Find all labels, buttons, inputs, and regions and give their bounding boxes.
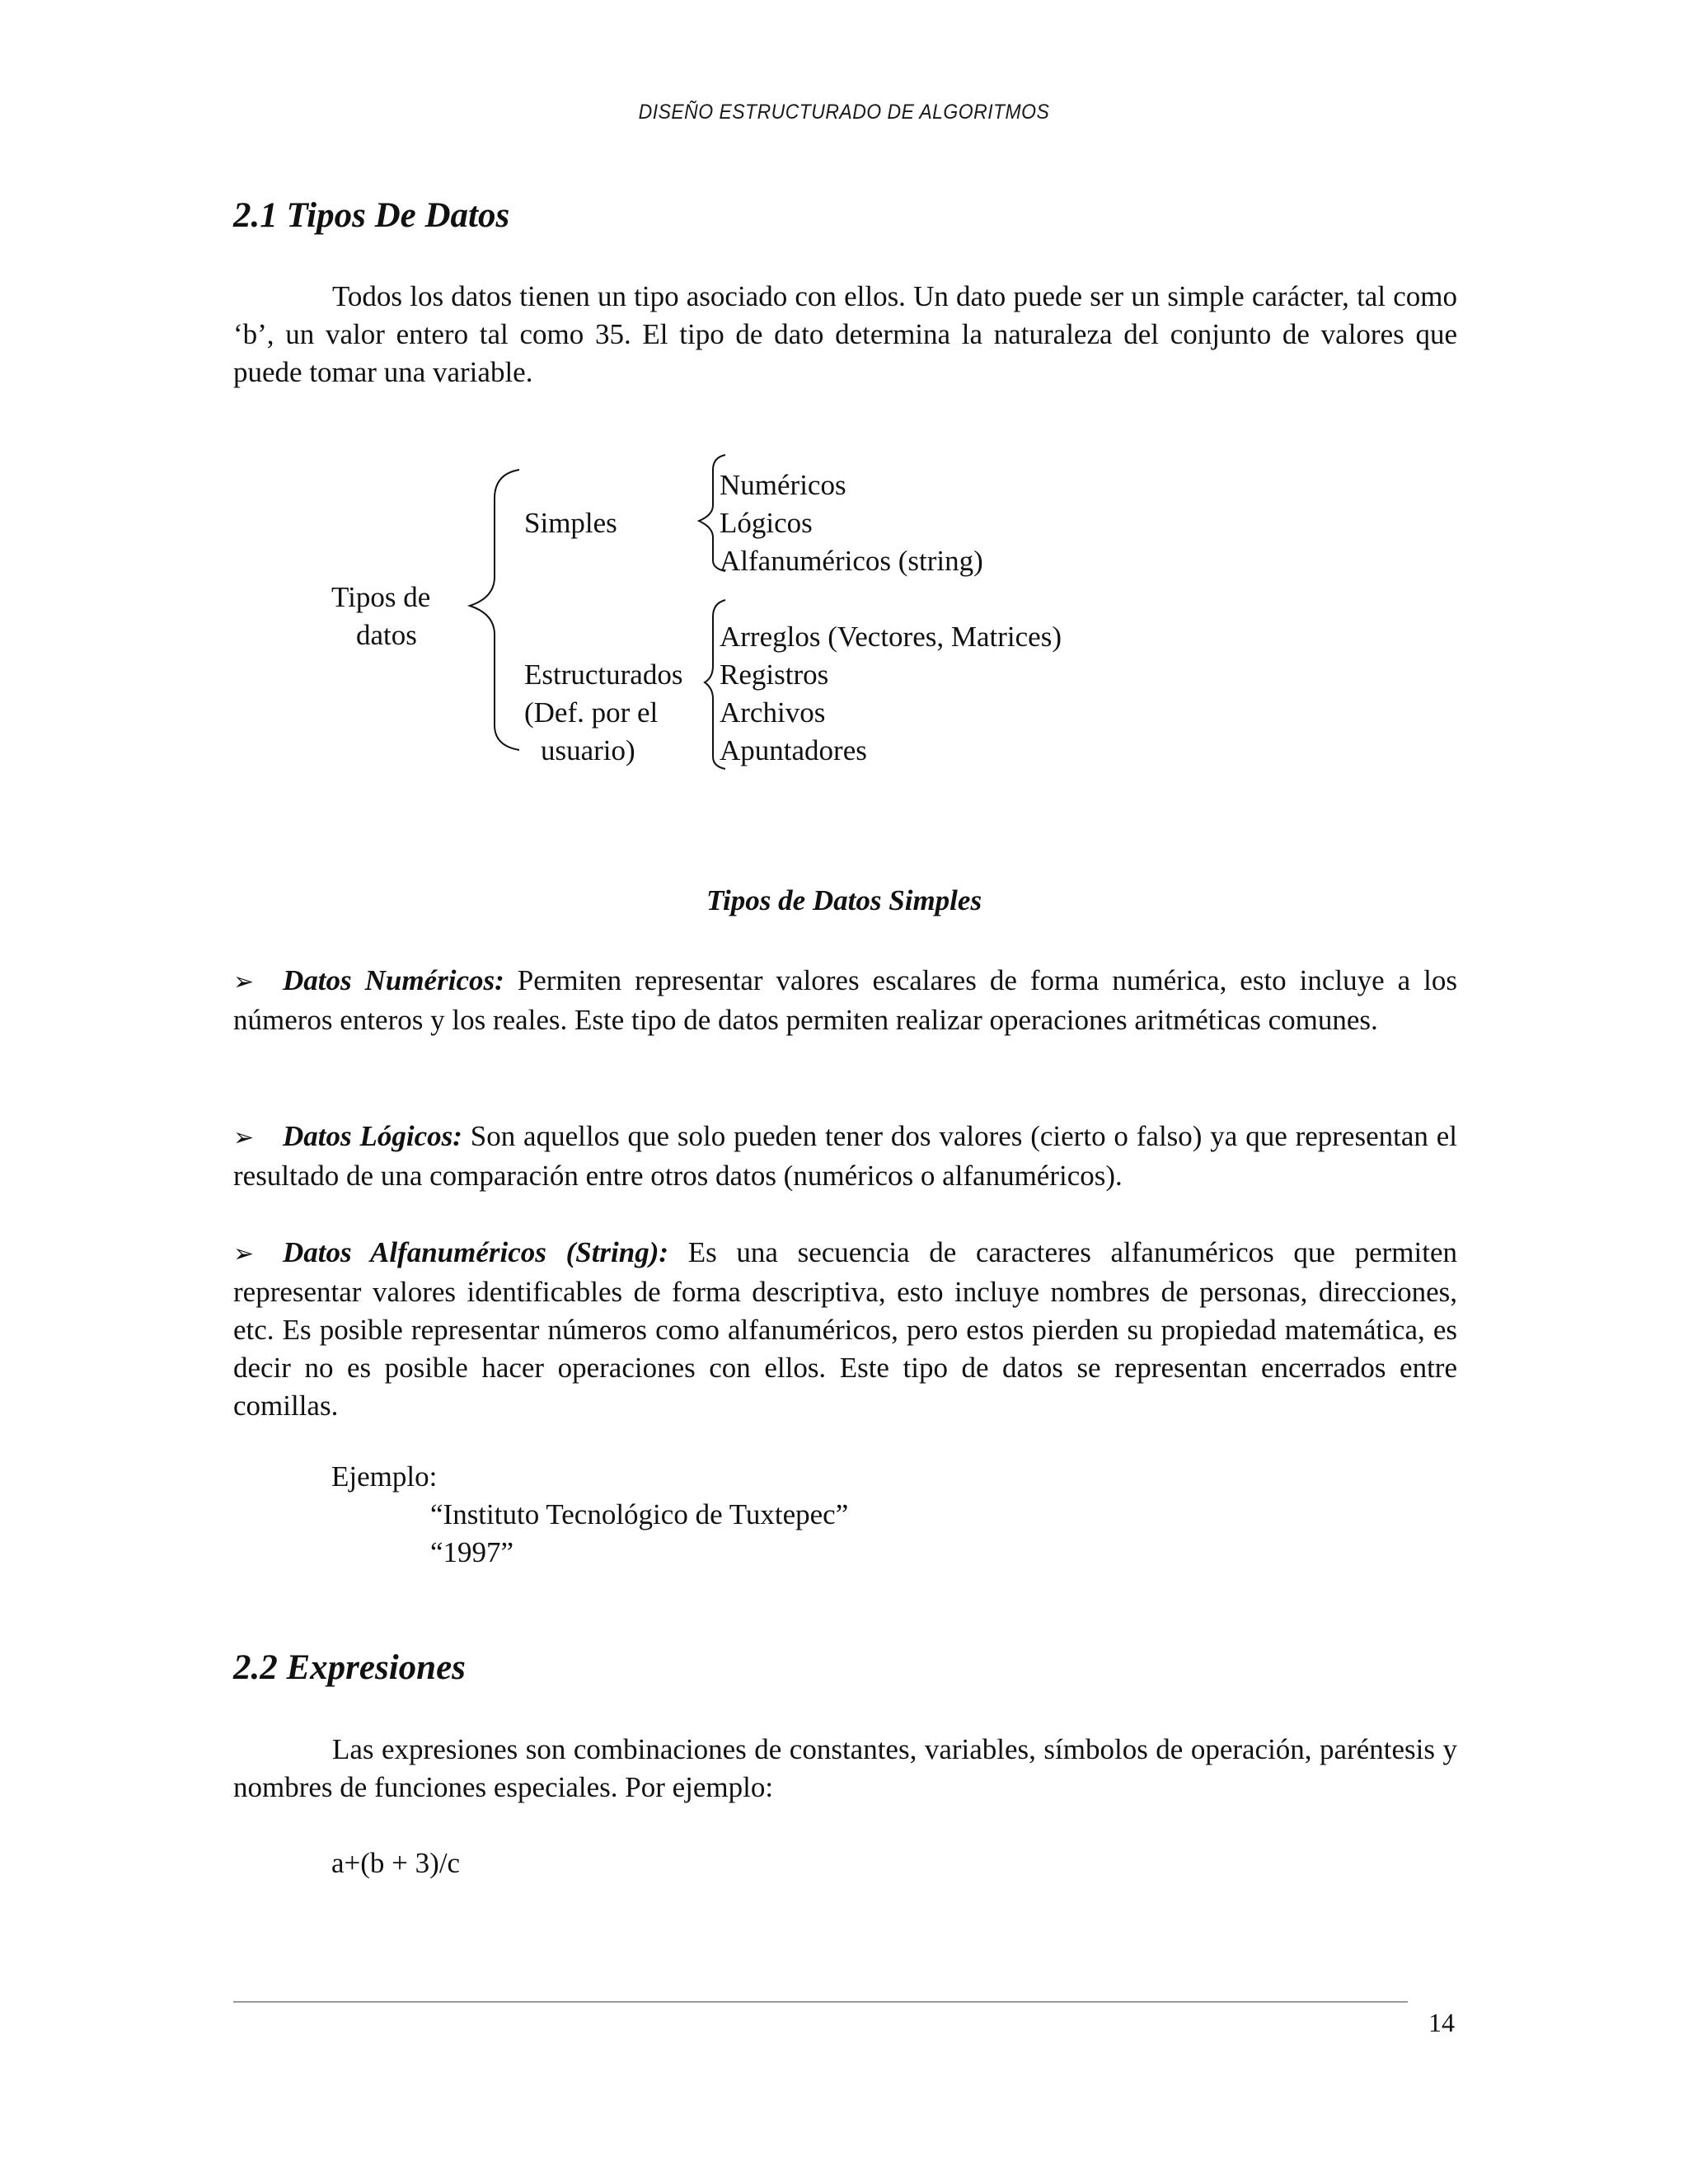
- section-heading-expresiones: 2.2 Expresiones: [233, 1648, 466, 1687]
- bullet-numericos: [233, 962, 1457, 1039]
- running-header: DISEÑO ESTRUCTURADO DE ALGORITMOS: [638, 101, 1050, 124]
- example-value: “Instituto Tecnológico de Tuxtepec”: [430, 1498, 849, 1530]
- bullet-text: Es una secuencia de caracteres alfanuméricos que permiten representar valores identificables de forma descriptiva, esto incluye nombres de personas, direcciones, etc. Es posible representar números como alfanuméricos, pero estos pierden su propiedad matemática, es decir no es posible hacer operaciones con ellos. Este tipo de datos se representan encerrados entre comillas.: [233, 1236, 1458, 1422]
- bullet-term: Datos Numéricos:: [283, 964, 504, 996]
- diagram-simple-item: Numéricos: [720, 469, 846, 501]
- diagram-simple-item: Alfanuméricos (string): [720, 545, 983, 577]
- diagram-structured-item: Registros: [720, 658, 829, 691]
- diagram-structured-item: Apuntadores: [720, 734, 867, 766]
- arrow-bullet-icon: ➢: [233, 1240, 255, 1268]
- expresiones-paragraph: Las expresiones son combinaciones de constantes, variables, símbolos de operación, paréntesis y nombres de funciones especiales. Por ejemplo:: [233, 1733, 1457, 1803]
- diagram-braces: [0, 0, 1688, 824]
- page-number: 14: [1428, 2008, 1455, 2037]
- bullet-text: Permiten representar valores escalares de forma numérica, esto incluye a los números enteros y los reales. Este tipo de datos permiten realizar operaciones aritméticas comunes.: [233, 964, 1458, 1036]
- footer-divider: [233, 2001, 1408, 2003]
- arrow-bullet-icon: ➢: [233, 1123, 255, 1152]
- arrow-bullet-icon: ➢: [233, 968, 255, 996]
- simple-types-title: Tipos de Datos Simples: [706, 884, 982, 916]
- main-brace: [470, 470, 519, 750]
- bullet-term: Datos Lógicos:: [283, 1120, 462, 1152]
- expression-example: a+(b + 3)/c: [331, 1847, 461, 1879]
- bullet-alfanumericos: [233, 1234, 1457, 1425]
- intro-paragraph: Todos los datos tienen un tipo asociado con ellos. Un dato puede ser un simple carácter, tal como ‘b’, un valor entero tal como 35. El tipo de dato determina la naturaleza del conjunto de valores que puede tomar una variable.: [233, 280, 1457, 388]
- bullet-text: Son aquellos que solo pueden tener dos valores (cierto o falso) ya que representan el resultado de una comparación entre otros datos (numéricos o alfanuméricos).: [233, 1120, 1457, 1192]
- diagram-structured-item: Archivos: [720, 696, 826, 729]
- diagram-root-line2: datos: [356, 619, 417, 651]
- diagram-estructurados-label: (Def. por el: [524, 696, 659, 729]
- diagram-estructurados-label: Estructurados: [524, 658, 683, 691]
- section-heading-tipos-de-datos: 2.1 Tipos De Datos: [233, 196, 510, 235]
- example-value: “1997”: [430, 1536, 514, 1568]
- example-label: Ejemplo:: [331, 1460, 438, 1493]
- diagram-structured-item: Arreglos (Vectores, Matrices): [720, 621, 1062, 653]
- diagram-estructurados-label: usuario): [541, 734, 635, 766]
- diagram-simples-label: Simples: [524, 507, 617, 539]
- diagram-root-line1: Tipos de: [331, 581, 431, 613]
- bullet-term: Datos Alfanuméricos (String):: [283, 1236, 669, 1268]
- bullet-logicos: [233, 1118, 1457, 1195]
- diagram-simple-item: Lógicos: [720, 507, 813, 539]
